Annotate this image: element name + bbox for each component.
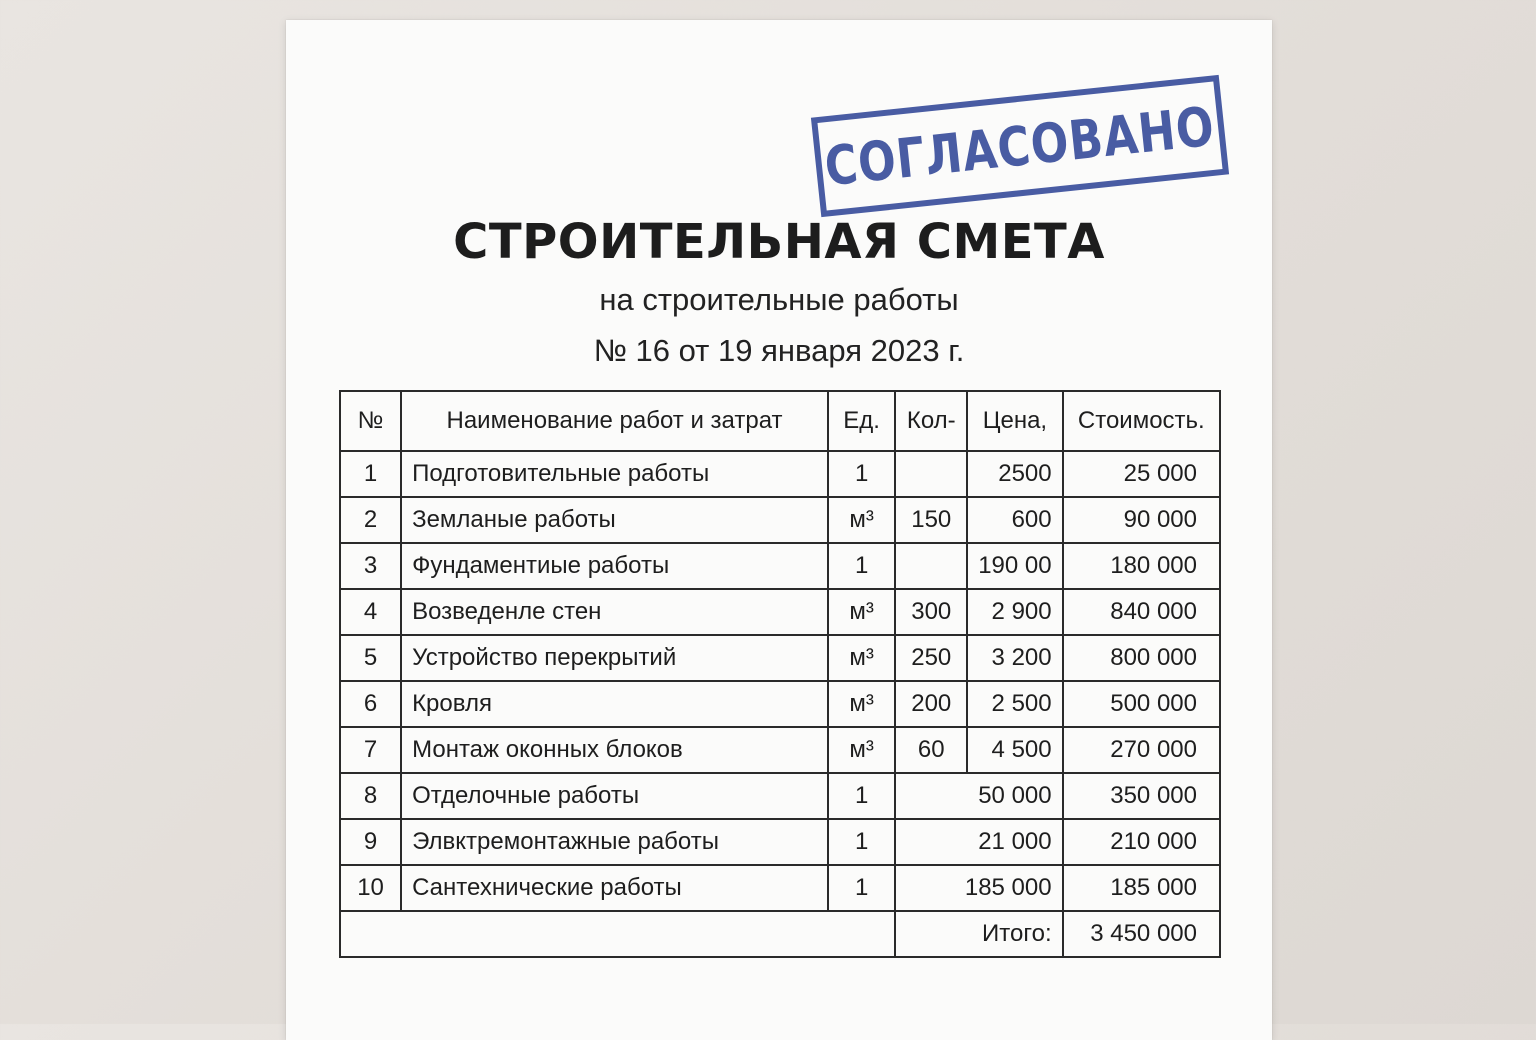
row-num: 5 (340, 635, 401, 681)
row-name: Устройство перекрытий (401, 635, 828, 681)
row-price: 2 500 (967, 681, 1062, 727)
document-title: СТРОИТЕЛЬНАЯ СМЕТА (453, 214, 1105, 270)
header-cost: Стоимость. (1063, 391, 1220, 451)
row-unit: м³ (828, 635, 895, 681)
document-number: № 16 от 19 января 2023 г. (593, 333, 965, 368)
row-num: 10 (340, 865, 401, 911)
row-unit: м³ (828, 727, 895, 773)
row-qty: 150 (895, 497, 967, 543)
row-qty: 250 (895, 635, 967, 681)
row-num: 8 (340, 773, 401, 819)
row-qty: 200 (895, 681, 967, 727)
header-num: № (340, 391, 401, 451)
row-price: 600 (967, 497, 1062, 543)
row-cost: 840 000 (1063, 589, 1220, 635)
row-price: 185 000 (895, 865, 1062, 911)
row-unit: м³ (828, 497, 895, 543)
row-price: 4 500 (967, 727, 1062, 773)
document-subtitle: на строительные работы (599, 282, 959, 317)
row-unit: 1 (828, 773, 895, 819)
table-row (340, 635, 1220, 681)
row-num: 1 (340, 451, 401, 497)
row-qty (895, 451, 967, 497)
row-name: Сантехнические работы (401, 865, 828, 911)
row-qty: 300 (895, 589, 967, 635)
row-name: Элвктремонтажные работы (401, 819, 828, 865)
table-row (340, 681, 1220, 727)
table-row (340, 451, 1220, 497)
row-name: Возведенле стен (401, 589, 828, 635)
row-name: Отделочные работы (401, 773, 828, 819)
row-num: 7 (340, 727, 401, 773)
table-header-row (340, 391, 1220, 451)
row-unit: 1 (828, 543, 895, 589)
row-price: 190 00 (967, 543, 1062, 589)
row-cost: 270 000 (1063, 727, 1220, 773)
row-cost: 350 000 (1063, 773, 1220, 819)
row-cost: 25 000 (1063, 451, 1220, 497)
stamp-text: СОГЛАСОВАНО (822, 94, 1218, 198)
header-name: Наименование работ и затрат (401, 391, 828, 451)
table-row (340, 543, 1220, 589)
row-name: Подготовительные работы (401, 451, 828, 497)
row-num: 9 (340, 819, 401, 865)
row-cost: 210 000 (1063, 819, 1220, 865)
row-qty: 60 (895, 727, 967, 773)
row-unit: 1 (828, 451, 895, 497)
table-row (340, 819, 1220, 865)
row-cost: 180 000 (1063, 543, 1220, 589)
row-name: Фундаментиые работы (401, 543, 828, 589)
table-row (340, 589, 1220, 635)
estimate-table (339, 390, 1221, 958)
table-row (340, 773, 1220, 819)
row-cost: 90 000 (1063, 497, 1220, 543)
row-cost: 800 000 (1063, 635, 1220, 681)
total-label: Итого: (895, 911, 1062, 957)
header-unit: Ед. (828, 391, 895, 451)
row-num: 2 (340, 497, 401, 543)
row-unit: 1 (828, 819, 895, 865)
row-num: 3 (340, 543, 401, 589)
row-cost: 500 000 (1063, 681, 1220, 727)
row-name: Монтаж оконных блоков (401, 727, 828, 773)
header-price: Цена, (967, 391, 1062, 451)
row-price: 21 000 (895, 819, 1062, 865)
row-price: 50 000 (895, 773, 1062, 819)
total-empty-cell (340, 911, 895, 957)
table-row (340, 865, 1220, 911)
row-price: 2500 (967, 451, 1062, 497)
row-price: 3 200 (967, 635, 1062, 681)
row-unit: 1 (828, 865, 895, 911)
row-name: Кровля (401, 681, 828, 727)
row-num: 4 (340, 589, 401, 635)
row-cost: 185 000 (1063, 865, 1220, 911)
total-row (340, 911, 1220, 957)
row-name: Земланые работы (401, 497, 828, 543)
header-qty: Кол- (895, 391, 967, 451)
total-value: 3 450 000 (1063, 911, 1220, 957)
table-row (340, 497, 1220, 543)
table-row (340, 727, 1220, 773)
row-num: 6 (340, 681, 401, 727)
row-unit: м³ (828, 589, 895, 635)
row-qty (895, 543, 967, 589)
row-unit: м³ (828, 681, 895, 727)
row-price: 2 900 (967, 589, 1062, 635)
